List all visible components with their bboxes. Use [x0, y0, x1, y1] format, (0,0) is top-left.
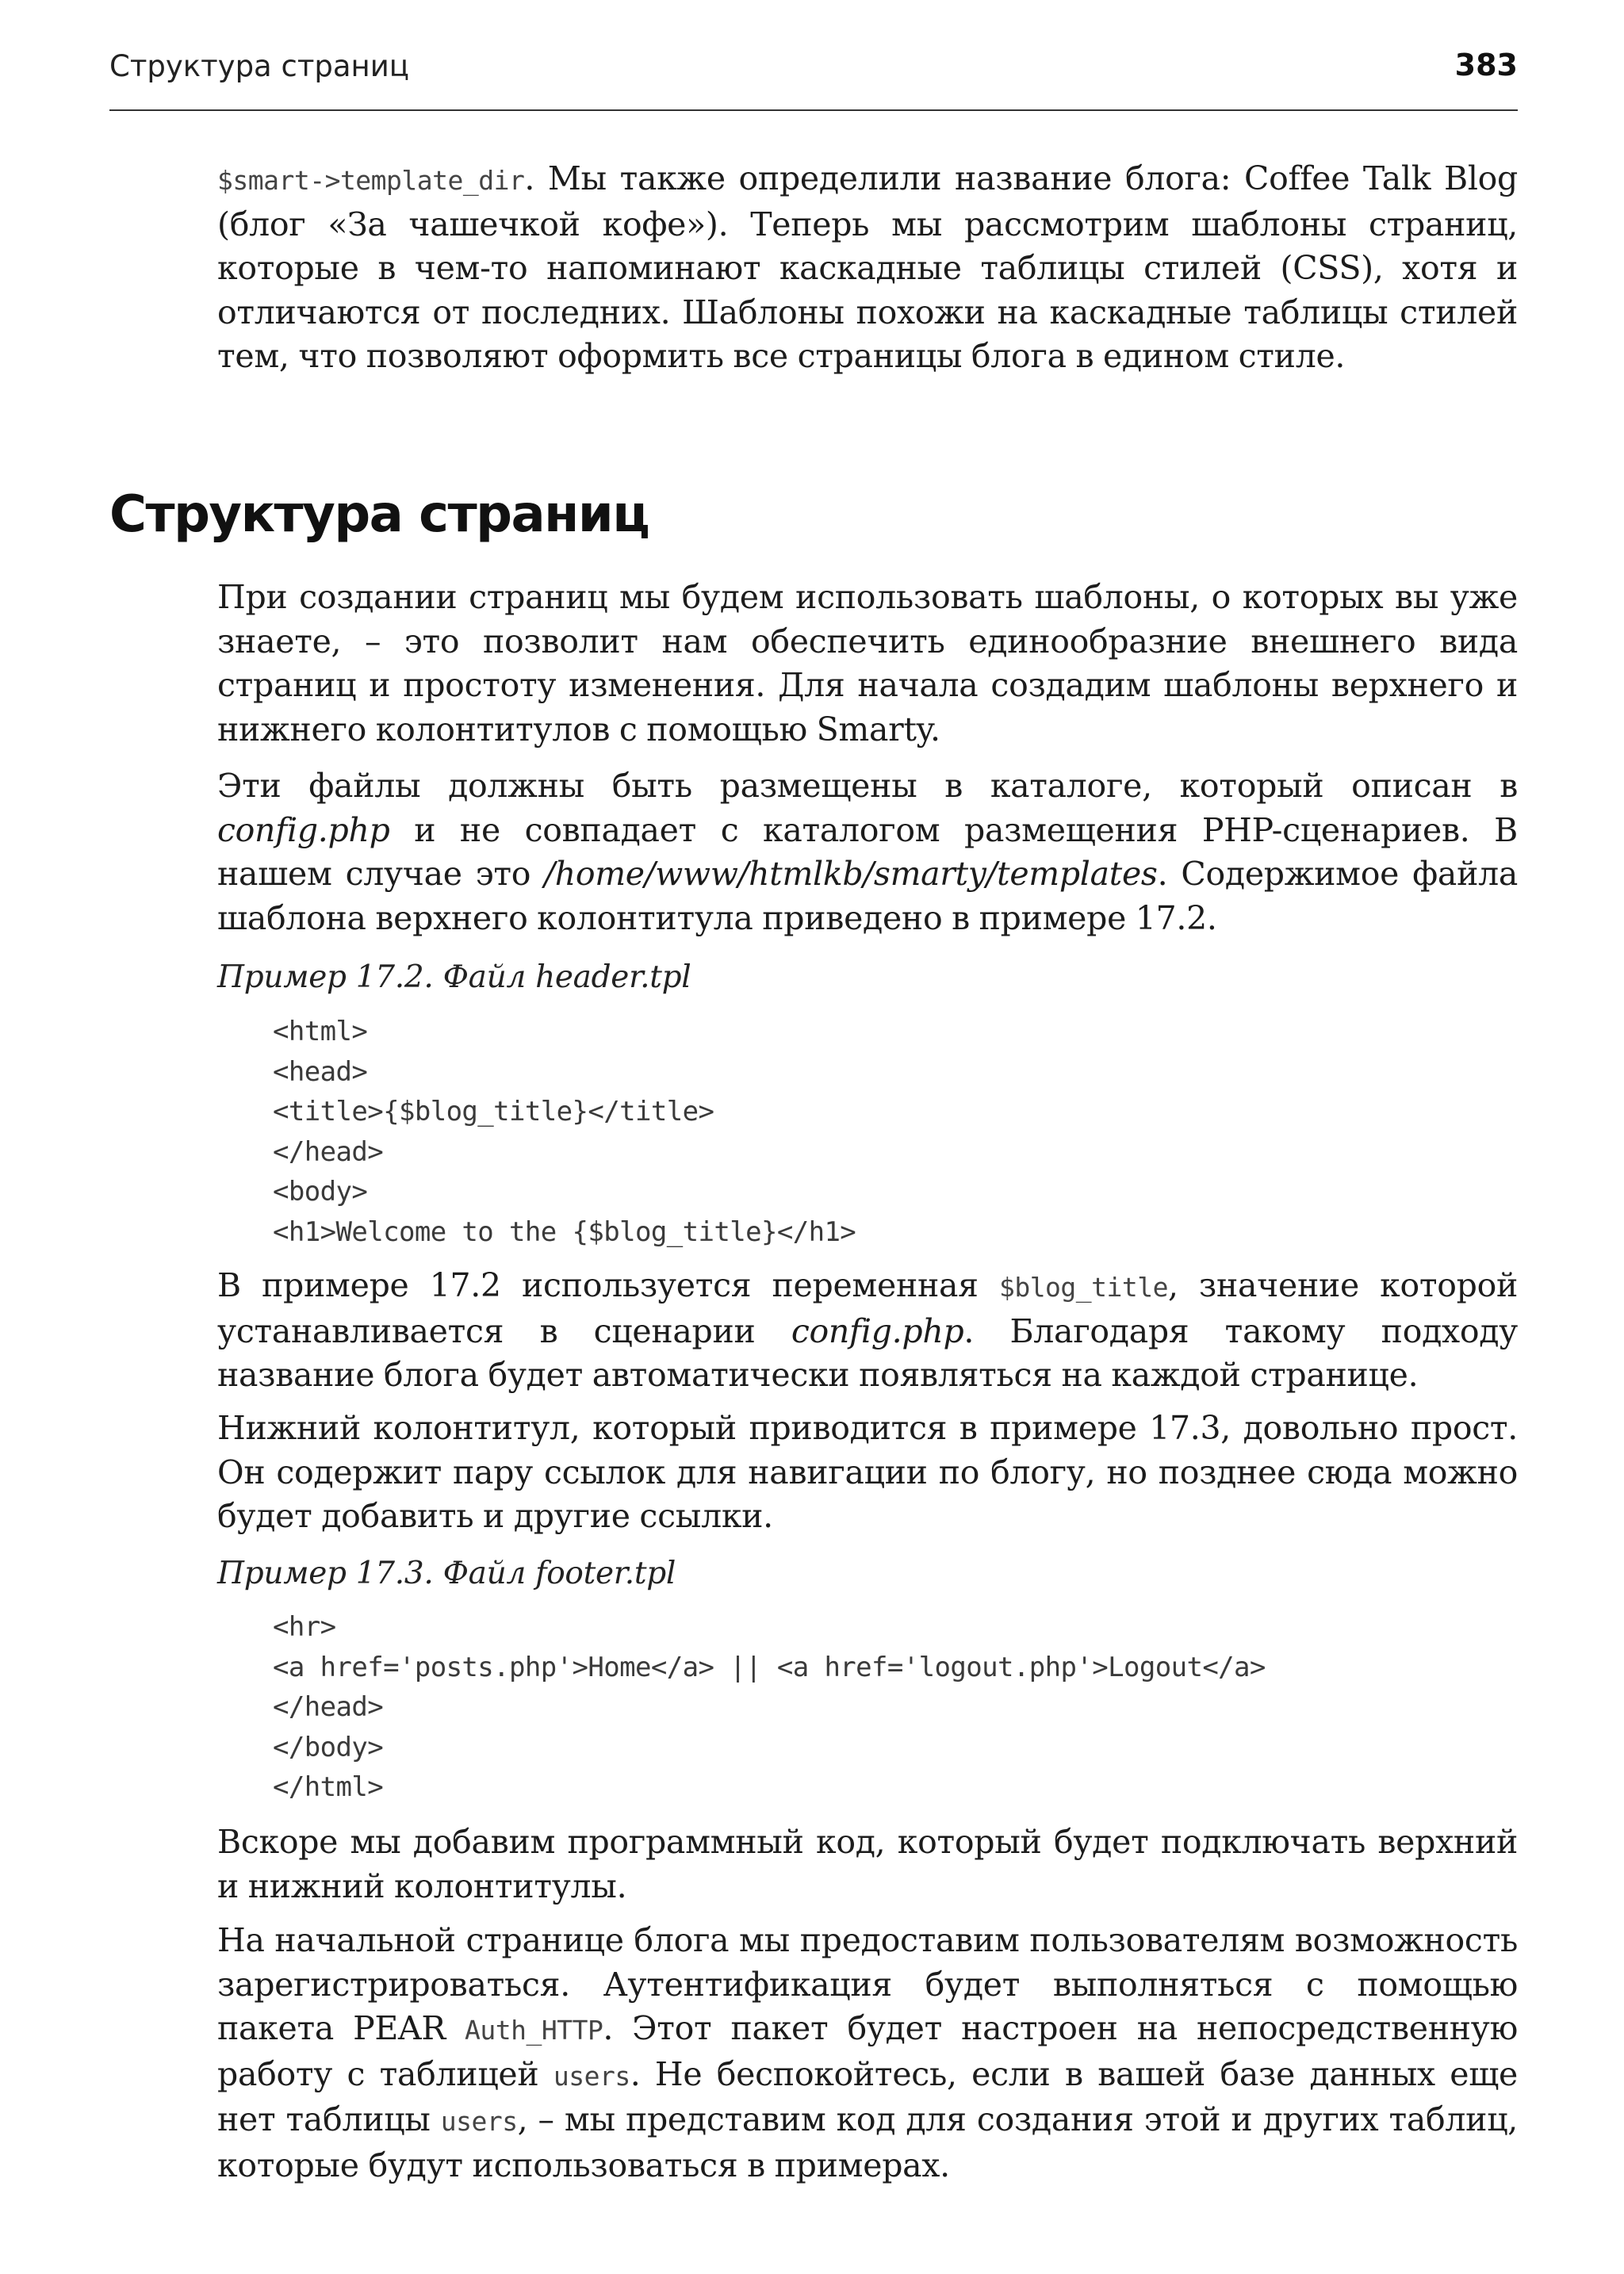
- paragraph-6: На начальной странице блога мы предоставим пользователям возможность зарегистрироваться. Аутентификация будет выполняться с помощью пакета PEAR Auth_HTTP. Этот пакет будет настроен на непосредственную работу с таблицей users. Не беспокойтесь, если в вашей базе данных еще нет таблицы users, – мы представим код для создания этой и других таблиц, которые будут использоваться в примерах.: [217, 1921, 1518, 2184]
- paragraph-auth: [217, 1919, 1518, 2188]
- intro-block: [217, 157, 1518, 379]
- paragraph-2: Эти файлы должны быть размещены в каталоге, который описан в config.php и не совпадает с каталогом размещения PHP-сценариев. В нашем случае это /home/www/htmlkb/smarty/templates. Содержимое файла шаблона верхнего колонтитула приведено в примере 17.2.: [217, 767, 1518, 937]
- blog-title-var: $blog_title: [998, 1272, 1168, 1303]
- paragraph-location: [217, 764, 1518, 940]
- intro-paragraph: $smart->template_dir. Мы также определили название блога: Coffee Talk Blog (блог «За чашечкой кофе»). Теперь мы рассмотрим шаблоны страниц, которые в чем-то напоминают каскадные таблицы стилей (CSS), хотя и отличаются от последних. Шаблоны похожи на каскадные таблицы стилей тем, что позволяют оформить все страницы блога в едином стиле.: [217, 159, 1518, 375]
- template-dir-code: $smart->template_dir: [217, 165, 525, 196]
- section-heading: Структура страниц: [109, 485, 649, 544]
- paragraph-include: [217, 1820, 1518, 1908]
- paragraph-4: Нижний колонтитул, который приводится в примере 17.3, довольно прост. Он содержит пару ссылок для навигации по блогу, но позднее сюда можно будет добавить и другие ссылки.: [217, 1409, 1518, 1535]
- paragraph-1: При создании страниц мы будем использовать шаблоны, о которых вы уже знаете, – это позволит нам обеспечить единообразние внешнего вида страниц и простоту изменения. Для начала создадим шаблоны верхнего и нижнего колонтитулов с помощью Smarty.: [217, 578, 1518, 748]
- footer-tpl-code: <hr> <a href='posts.php'>Home</a> || <a href='logout.php'>Logout</a> </head> </body> </html>: [273, 1611, 1266, 1803]
- page-number: 383: [1454, 48, 1518, 82]
- templates-path: /home/www/htmlkb/smarty/templates: [544, 855, 1158, 893]
- paragraph-3: В примере 17.2 используется переменная $blog_title, значение которой устанавливается в сценарии config.php. Благодаря такому подходу название блога будет автоматически появляться на каждой странице.: [217, 1266, 1518, 1394]
- paragraph-variable: [217, 1264, 1518, 1398]
- header-tpl-code: <html> <head> <title>{$blog_title}</title> </head> <body> <h1>Welcome to the {$blog_title}</h1>: [273, 1016, 856, 1248]
- example-17-3-caption: Пример 17.3. Файл footer.tpl: [217, 1556, 676, 1591]
- auth-http-pkg: Auth_HTTP: [465, 2015, 603, 2046]
- config-file-name-2: config.php: [791, 1311, 964, 1350]
- running-header: [109, 46, 1518, 111]
- paragraph-templates: [217, 576, 1518, 752]
- example-17-2-caption: Пример 17.2. Файл header.tpl: [217, 959, 691, 995]
- users-table-1: users: [553, 2060, 630, 2092]
- config-file-name: config.php: [217, 810, 390, 849]
- running-title: Структура страниц: [109, 49, 409, 83]
- paragraph-5: Вскоре мы добавим программный код, который будет подключать верхний и нижний колонтитулы.: [217, 1823, 1518, 1905]
- users-table-2: users: [440, 2106, 518, 2137]
- paragraph-footer: [217, 1407, 1518, 1539]
